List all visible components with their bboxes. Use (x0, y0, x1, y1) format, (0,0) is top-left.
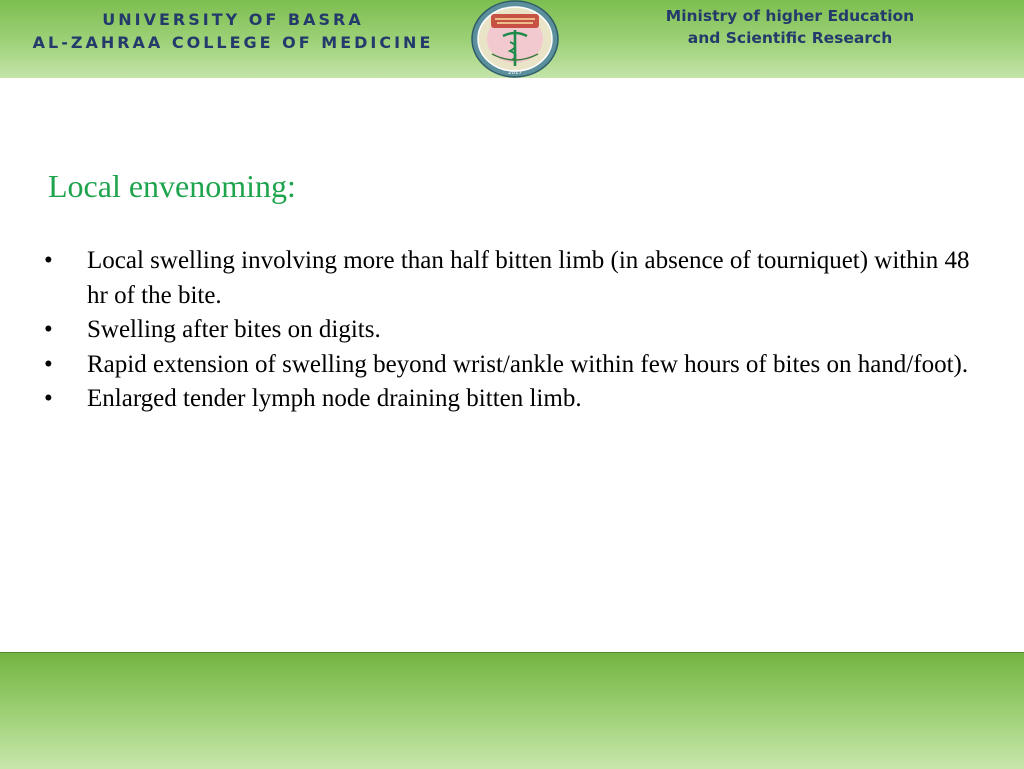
svg-text:2017: 2017 (508, 70, 522, 76)
bullet-text: Swelling after bites on digits. (87, 316, 381, 343)
bullet-text: Rapid extension of swelling beyond wrist/ankle within few hours of bites on hand/foot). (87, 350, 969, 378)
bullet-text: Local swelling involving more than half bitten limb (in absence of tourniquet) within 48 hr of the bite. (87, 247, 970, 309)
bullet-marker: • (44, 385, 53, 412)
university-line-1: UNIVERSITY OF BASRA (102, 10, 364, 29)
bullet-marker: • (44, 316, 53, 343)
college-logo-icon (470, 0, 560, 78)
ministry-name (640, 5, 940, 49)
header-banner (0, 0, 1024, 78)
bullet-list (44, 244, 994, 417)
slide-title: Local envenoming: (48, 168, 296, 204)
bullet-item (44, 348, 994, 383)
bullet-text: Enlarged tender lymph node draining bitten limb. (87, 385, 582, 412)
university-line-2: AL-ZAHRAA COLLEGE OF MEDICINE (32, 33, 434, 52)
ministry-line-2: and Scientific Research (687, 29, 893, 47)
bullet-item (44, 313, 994, 348)
bullet-item (44, 382, 994, 417)
bullet-item (44, 244, 994, 313)
bullet-marker: • (44, 247, 53, 274)
footer-banner (0, 652, 1024, 769)
ministry-line-1: Ministry of higher Education (665, 7, 915, 25)
university-name (0, 8, 466, 54)
bullet-marker: • (44, 350, 53, 378)
